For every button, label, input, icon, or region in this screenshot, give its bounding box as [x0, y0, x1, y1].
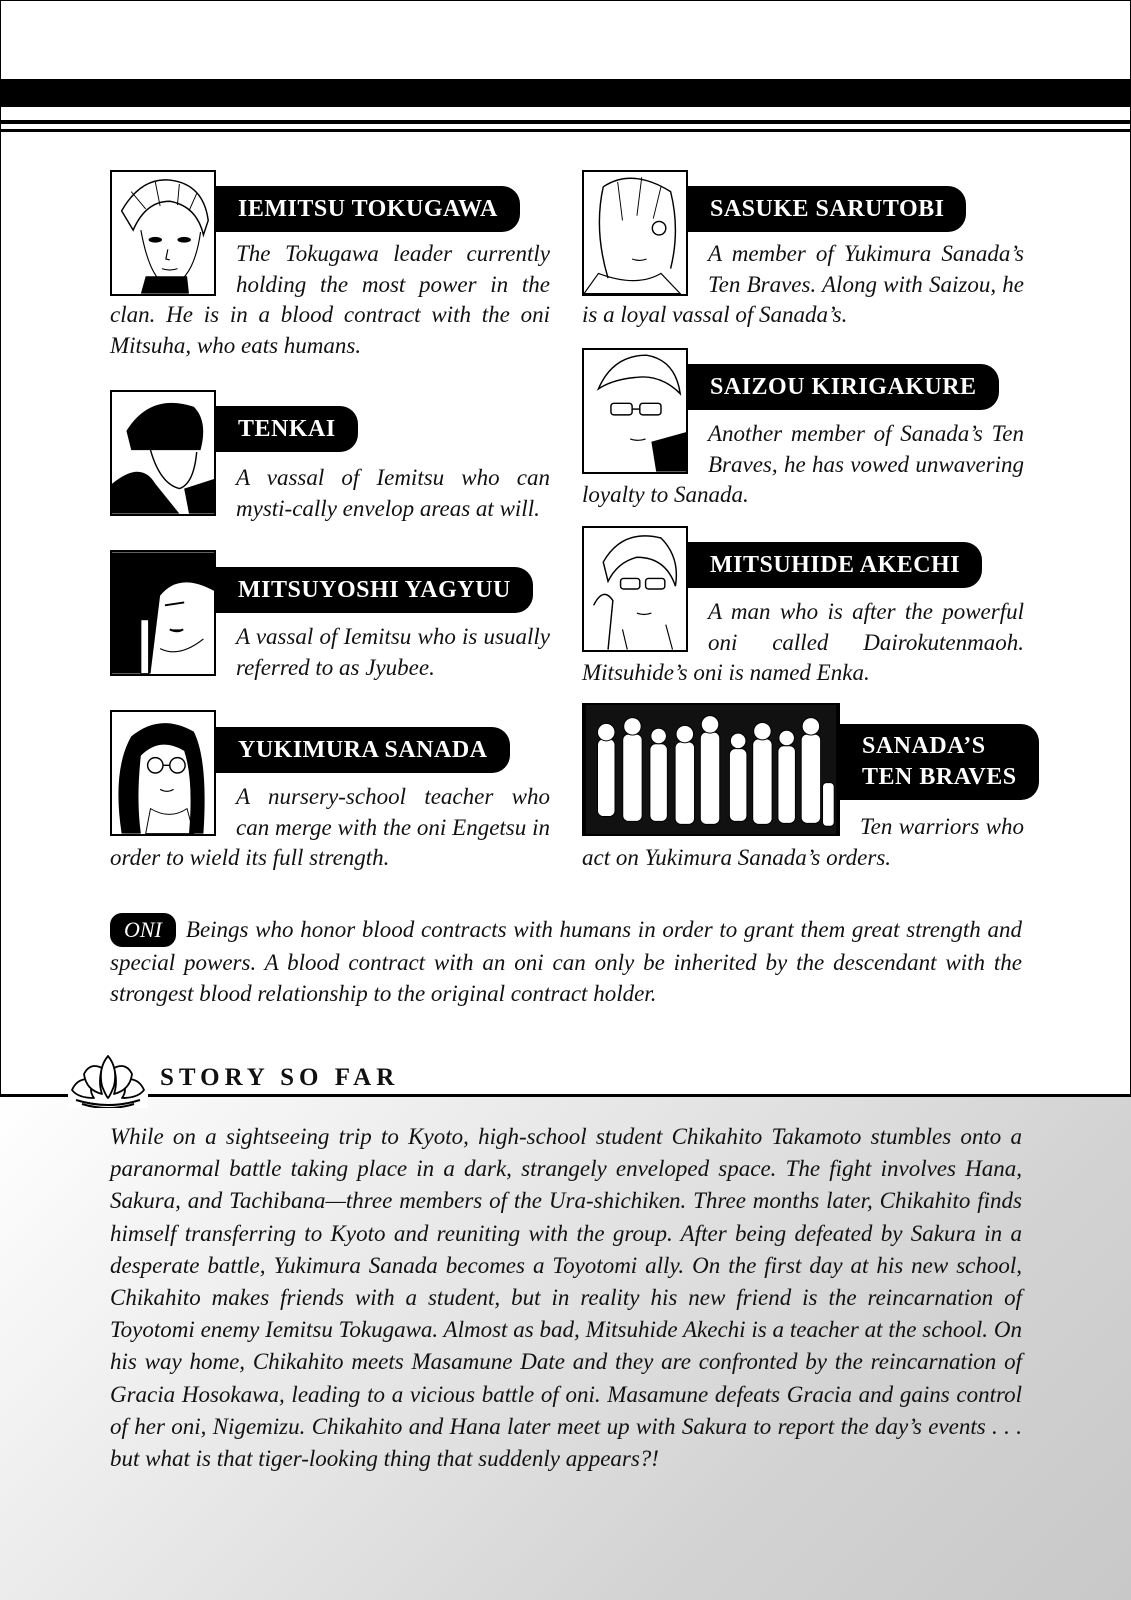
oni-badge: ONI [110, 913, 176, 947]
ten-braves-name-line2: TEN BRAVES [862, 764, 1017, 790]
mitsuyoshi-description [110, 622, 550, 683]
ten-braves-description [582, 812, 1024, 873]
ten-braves-description-text: Ten warriors who act on Yukimura Sanada’s orders. [582, 814, 1024, 870]
saizou-description-text: Another member of Sanada’s Ten Braves, he has vowed unwavering loyalty to Sanada. [582, 421, 1024, 507]
oni-definition [110, 913, 1022, 1009]
yukimura-name-tag: YUKIMURA SANADA [216, 727, 510, 773]
yukimura-description [110, 782, 550, 874]
saizou-description [582, 419, 1024, 511]
story-heading: STORY SO FAR [160, 1064, 400, 1091]
ten-braves-name-line1: SANADA’S [862, 733, 986, 759]
mitsuhide-description [582, 597, 1024, 689]
iemitsu-name-tag: IEMITSU TOKUGAWA [216, 186, 520, 232]
header-rule [0, 120, 1131, 124]
lotus-icon [68, 1054, 148, 1108]
header-bar [0, 79, 1131, 107]
story-text: While on a sightseeing trip to Kyoto, high-school student Chikahito Takamoto stumbles onto a paranormal battle taking place in a dark, strangely enveloped space. The fight involves Hana, Sakura, and Tachibana—three members of the Ura-shichiken. Three months later, Chikahito finds himself transferring to Kyoto and reuniting with the group. After being defeated by Sakura in a desperate battle, Yukimura Sanada becomes a Toyotomi ally. On the first day at his new school, Chikahito makes friends with a student, but in reality his new friend is the reincarnation of Toyotomi enemy Iemitsu Tokugawa. Almost as bad, Mitsuhide Akechi is a teacher at the school. On his way home, Chikahito meets Masamune Date and they are confronted by the reincarnation of Gracia Hosokawa, leading to a vicious battle of oni. Masamune defeats Gracia and gains control of her oni, Nigemizu. Chikahito and Hana later meet up with Sakura to report the day’s events . . . but what is that tiger-looking thing that suddenly appears?! [110, 1124, 1022, 1472]
sasuke-description-text: A member of Yukimura Sanada’s Ten Braves. Along with Saizou, he is a loyal vassal of Sanada’s. [582, 241, 1024, 327]
mitsuyoshi-name-tag: MITSUYOSHI YAGYUU [216, 567, 533, 613]
yukimura-description-text: A nursery-school teacher who can merge with the oni Engetsu in order to wield its full strength. [110, 784, 550, 870]
saizou-name-tag: SAIZOU KIRIGAKURE [688, 364, 999, 410]
mitsuhide-name-tag: MITSUHIDE AKECHI [688, 542, 982, 588]
tenkai-description [110, 463, 550, 524]
sasuke-description [582, 239, 1024, 331]
sasuke-name-tag: SASUKE SARUTOBI [688, 186, 966, 232]
story-rule [0, 1094, 1131, 1097]
mitsuyoshi-description-text: A vassal of Iemitsu who is usually referred to as Jyubee. [236, 624, 550, 680]
tenkai-description-text: A vassal of Iemitsu who can mysti-cally envelop areas at will. [236, 465, 550, 521]
oni-definition-text: Beings who honor blood contracts with humans in order to grant them great strength and special powers. A blood contract with an oni can only be inherited by the descendant with the strongest blood relationship to the original contract holder. [110, 917, 1022, 1006]
mitsuhide-description-text: A man who is after the powerful oni called Dairokutenmaoh. Mitsuhide’s oni is named Enka. [582, 599, 1024, 685]
iemitsu-description-text: The Tokugawa leader currently holding the most power in the clan. He is in a blood contract with the oni Mitsuha, who eats humans. [110, 241, 550, 358]
ten-braves-name-tag [840, 724, 1039, 800]
tenkai-name-tag: TENKAI [216, 406, 358, 452]
header-rule [0, 129, 1131, 132]
iemitsu-description [110, 239, 550, 361]
